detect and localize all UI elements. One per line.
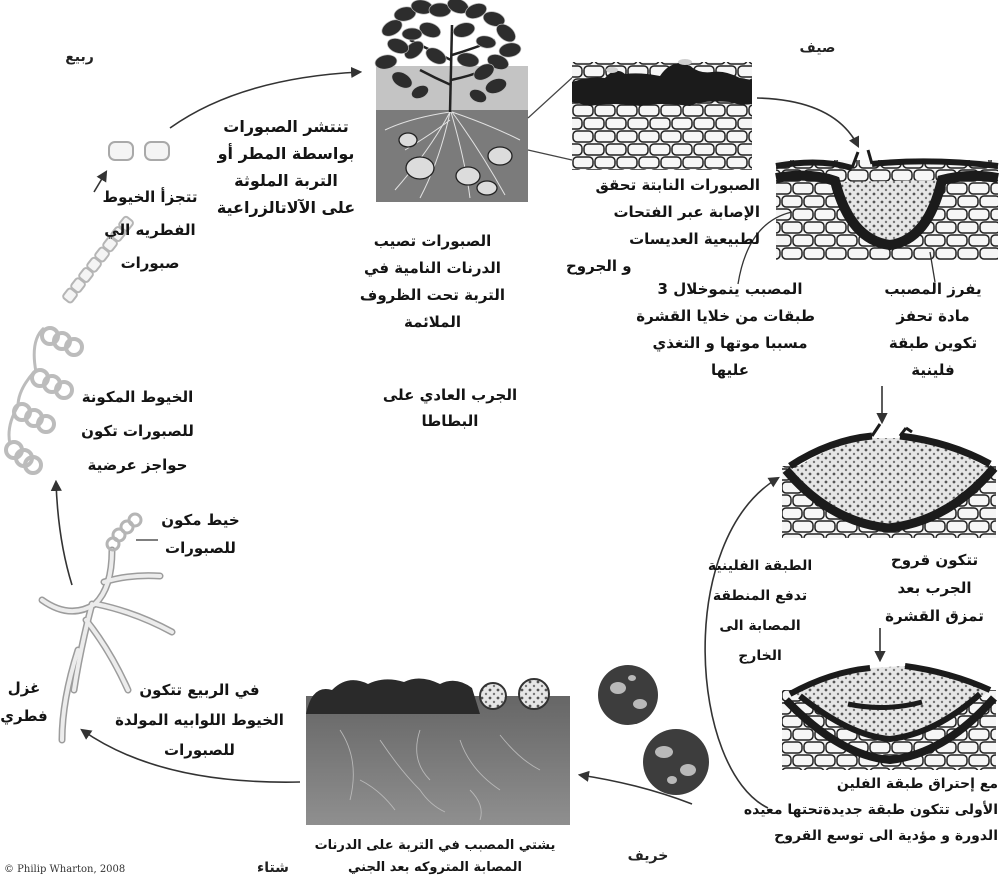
caption-sporophore (148, 506, 253, 562)
lesion-section-cork-layers (782, 666, 996, 770)
caption-line: صبورات (120, 254, 180, 272)
caption-line: تكوين طبقة (888, 334, 978, 352)
caption-overwintering (310, 835, 560, 879)
arrow-mycelium-up (56, 482, 72, 585)
caption-line: الجرب بعد (897, 579, 972, 597)
season-winter: شتاء (257, 860, 289, 876)
caption-line: مادة تحفز (896, 307, 970, 325)
caption-line: تدفع المنطقة (712, 588, 808, 604)
caption-line: فلينية (911, 361, 955, 379)
caption-line: يشتي المصبب في التربة على الدرنات (314, 838, 556, 853)
caption-line: مسببا موتها و التغذي (652, 334, 808, 352)
season-autumn: خريف (627, 848, 669, 864)
caption-line: تمزق القشرة (885, 607, 984, 625)
lesion-section-early (776, 150, 998, 260)
caption-line: طبقات من خلايا القشرة (636, 307, 815, 325)
caption-line: الخيوط اللوابيه المولدة (115, 711, 284, 729)
caption-line: الصبورات النابتة تحقق (595, 176, 760, 194)
arrow-to-lesion (757, 98, 858, 146)
caption-mycelium (0, 674, 48, 730)
caption-line: لطبيعية العديسات (629, 230, 760, 248)
zoom-leader-lines (528, 76, 574, 160)
tuber-skin-section (572, 59, 752, 170)
caption-line: بواسطة المطر أو (217, 144, 355, 163)
caption-line: تتكون قروح (890, 551, 979, 569)
caption-line: المصابة الى (719, 618, 801, 634)
spores-illustration (109, 142, 169, 160)
caption-line: غزل (7, 679, 41, 697)
caption-line: و الجروح (566, 257, 632, 275)
lesion-section-rupture (782, 424, 996, 538)
caption-line: الدرنات النامية في (364, 259, 501, 277)
season-summer: صيف (799, 40, 836, 56)
caption-pathogen-growth (636, 276, 815, 384)
caption-cork-renewal (660, 771, 998, 849)
caption-line: المصبب ينموخلال 3 (657, 280, 803, 298)
caption-line: تتجزأ الخيوط (102, 188, 198, 206)
caption-line: مع إحتراق طبقة الفلين (836, 776, 998, 792)
caption-cork-induction (868, 276, 998, 384)
season-spring: ربيع (65, 49, 94, 65)
caption-lesion-formation (872, 546, 997, 630)
caption-line: التربة الملوثة (234, 171, 338, 190)
caption-line: الجرب العادي على (382, 386, 518, 404)
caption-line: للصبورات (164, 741, 235, 759)
potato-plant-illustration (374, 0, 528, 202)
caption-line: الدورة و مؤدية الى توسع القروح (774, 828, 998, 844)
caption-line: على الآلاتالزراعية (216, 198, 356, 217)
caption-line: في الربيع تتكون (139, 681, 260, 699)
caption-cork-push (705, 551, 815, 671)
soil-overwintering-illustration (306, 678, 570, 825)
caption-line: الخارج (738, 648, 782, 664)
caption-tuber-infection (335, 228, 530, 336)
caption-line: الفطريه الي (104, 221, 196, 239)
caption-hyphae-fragment (75, 181, 225, 280)
copyright-notice: © Philip Wharton, 2008 (4, 864, 126, 875)
center-caption (360, 382, 540, 434)
caption-line: الإصابة عبر الفتحات (613, 203, 760, 221)
caption-line: الخيوط المكونة (81, 388, 194, 406)
caption-line: فطري (0, 707, 48, 725)
caption-line: الصبورات تصيب (373, 232, 492, 250)
caption-line: للصبورات تكون (81, 422, 194, 440)
caption-line: يفرز المصبب (884, 280, 982, 298)
caption-line: خيط مكون (161, 511, 240, 529)
caption-line: التربة تحت الظروف (359, 286, 506, 304)
caption-line: تنتشر الصبورات (223, 117, 349, 136)
caption-septa-formation (60, 380, 215, 482)
caption-line: عليها (710, 361, 750, 379)
caption-line: الأولى تتكون طبقة جديدةتحتها معيده (743, 802, 998, 818)
caption-line: الملائمة (403, 313, 461, 331)
caption-spore-entry (566, 172, 760, 280)
caption-line: المصابة المتروكه بعد الجني (348, 860, 522, 875)
caption-line: البطاطا (421, 412, 479, 430)
caption-spore-dispersal (200, 113, 372, 221)
caption-line: الطبقة الفلينية (707, 558, 813, 574)
caption-spiral-hyphae (92, 675, 307, 765)
caption-line: حواجز عرضية (87, 456, 188, 474)
caption-line: للصبورات (165, 539, 236, 557)
